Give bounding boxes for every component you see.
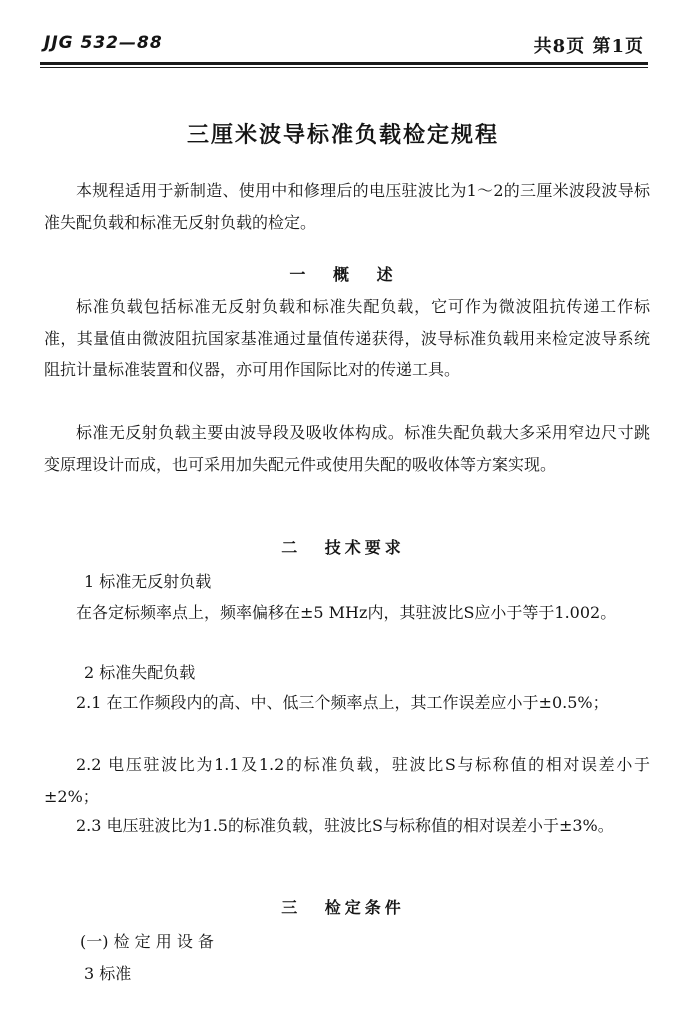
header-rule-thick: [40, 62, 648, 65]
document-title: 三厘米波导标准负载检定规程: [186, 123, 499, 148]
overview-paragraph-1: 标准负载包括标准无反射负载和标准失配负载，它可作为微波阻抗传递工作标准，其量值由微波阻抗国家基准通过量值传递获得，波导标准负载用来检定波导系统阻抗计量标准装置和仪器，亦可用作国际比对的传递工具。: [44, 297, 650, 379]
standard-code: JJG 532—88: [44, 33, 163, 53]
section-heading-overview: 一 概 述: [289, 265, 397, 284]
section-heading-technical: 二 技术要求: [281, 538, 405, 557]
header-rule-thin: [40, 67, 648, 68]
section-heading-conditions: 三 检定条件: [281, 898, 405, 917]
item-1-title: 1 标准无反射负载: [84, 572, 212, 591]
item-2-1-text: 2.1 在工作频段内的高、中、低三个频率点上，其工作误差应小于±0.5%；: [76, 693, 609, 712]
item-2-title: 2 标准失配负载: [84, 663, 196, 682]
overview-paragraph-2: 标准无反射负载主要由波导段及吸收体构成。标准失配负载大多采用窄边尺寸跳变原理设计而成，也可采用加失配元件或使用失配的吸收体等方案实现。: [44, 423, 650, 474]
intro-paragraph: 本规程适用于新制造、使用中和修理后的电压驻波比为1～2的三厘米波段波导标准失配负载和标准无反射负载的检定。: [44, 181, 650, 232]
item-1-text: 在各定标频率点上，频率偏移在±5 MHz内，其驻波比S应小于等于1.002。: [76, 603, 617, 622]
item-3-title: 3 标准: [84, 964, 132, 983]
item-2-3-text: 2.3 电压驻波比为1.5的标准负载，驻波比S与标称值的相对误差小于±3%。: [76, 816, 614, 835]
subsection-equipment: (一) 检 定 用 设 备: [80, 932, 214, 951]
item-2-2-text: 2.2 电压驻波比为1.1及1.2的标准负载，驻波比S与标称值的相对误差小于±2%；: [44, 755, 650, 806]
page-info: 共8页 第1页: [533, 36, 644, 57]
